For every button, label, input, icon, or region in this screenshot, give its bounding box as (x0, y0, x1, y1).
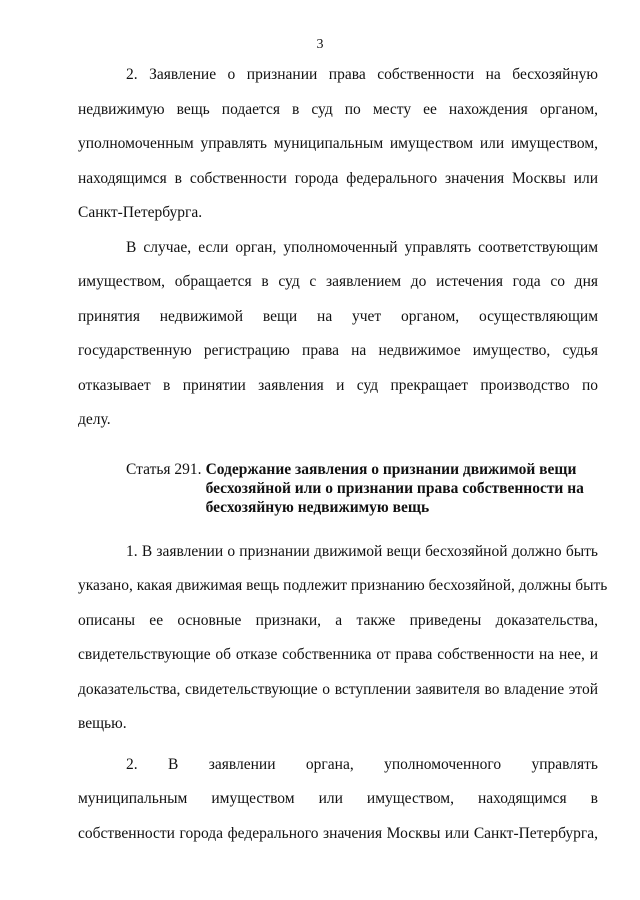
document-body (78, 58, 608, 851)
text-line: недвижимую вещь подается в суд по месту ее нахождения органом, (78, 100, 598, 118)
text-line: отказывает в принятии заявления и суд прекращает производство по (78, 376, 598, 394)
text-line: государственную регистрацию права на недвижимое имущество, судья (78, 342, 598, 359)
text-line: вещью. (78, 715, 127, 732)
text-line: находящимся в собственности города федерального значения Москвы или (78, 169, 598, 187)
text-line: 1. В заявлении о признании движимой вещи бесхозяйной должно быть (126, 542, 598, 560)
text-line: свидетельствующие об отказе собственника от права собственности на нее, и (78, 646, 598, 663)
text-line: уполномоченным управлять муниципальным имуществом или имуществом, (78, 135, 598, 152)
article-title-line: бесхозяйной или о признании права собственности на (205, 479, 584, 497)
paragraph-refusal-case (78, 231, 598, 438)
article-title-line: Содержание заявления о признании движимой вещи (205, 460, 577, 478)
article-title (206, 460, 598, 517)
text-line: описаны ее основные признаки, а также приведены доказательства, (78, 611, 598, 629)
article-title-line: бесхозяйную недвижимую вещь (205, 498, 430, 516)
text-line: принятия недвижимой вещи на учет органом, осуществляющим (78, 307, 598, 325)
paragraph-1-claim-content (78, 535, 608, 742)
text-line: указано, какая движимая вещь подлежит признанию бесхозяйной, должны быть (78, 577, 608, 594)
text-line: Санкт-Петербурга. (78, 204, 203, 221)
text-line: собственности города федерального значения Москвы или Санкт-Петербурга, (78, 824, 598, 842)
text-line: В случае, если орган, уполномоченный управлять соответствующим (126, 238, 598, 256)
text-line: доказательства, свидетельствующие о вступлении заявителя во владение этой (78, 680, 598, 698)
text-line: делу. (78, 411, 111, 428)
text-line: 2. В заявлении органа, уполномоченного управлять (126, 755, 598, 773)
paragraph-2-authority-claim (78, 748, 598, 852)
text-line: имуществом, обращается в суд с заявлением до истечения года со дня (78, 273, 598, 290)
text-line: муниципальным имуществом или имуществом, находящимся в (78, 790, 598, 807)
article-heading (78, 460, 598, 517)
article-number: Статья 291. (126, 460, 202, 478)
page-number: 3 (316, 37, 324, 52)
text-line: 2. Заявление о признании права собственности на бесхозяйную (126, 66, 598, 83)
paragraph-2-claim-filing (78, 58, 598, 231)
